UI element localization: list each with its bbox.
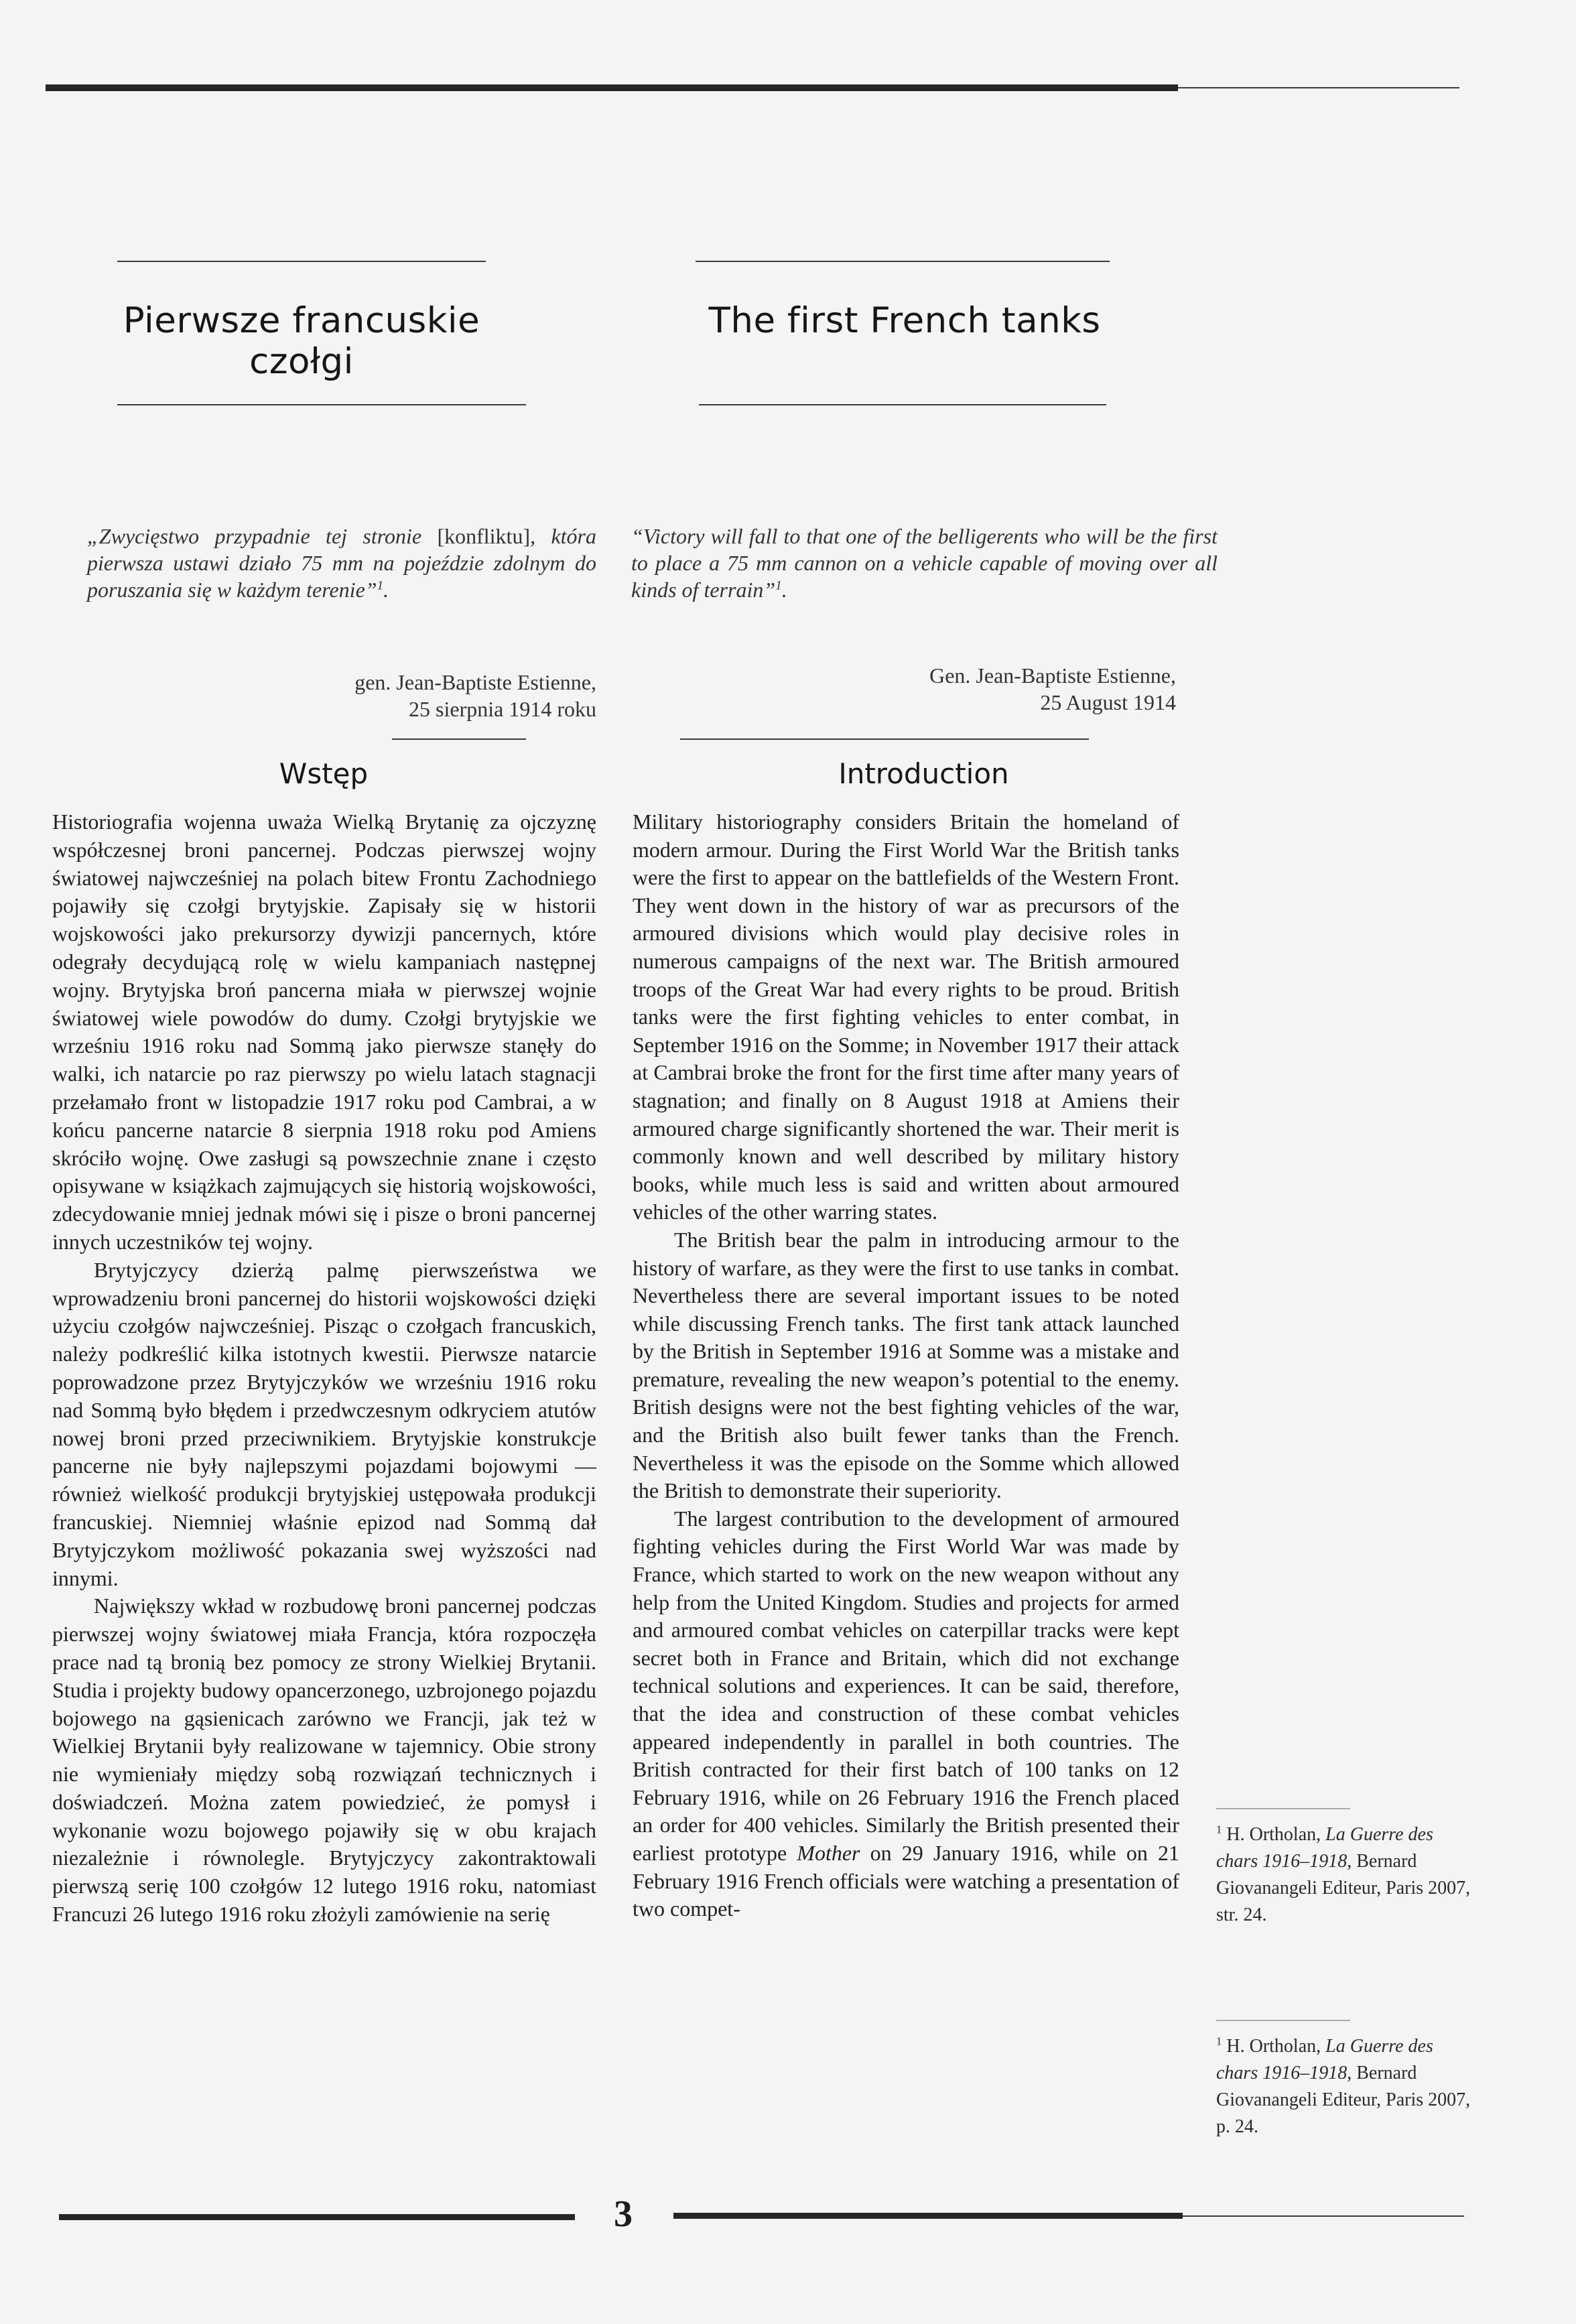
paragraph: Największy wkład w rozbudowę broni pancernej podczas pierwszej wojny światowej miała Francja, która rozpoczęła prace nad tą bronią bez pomocy ze strony Wielkiej Brytanii. Studia i projekty budowy opancerzonego, uzbrojonego pojazdu bojowego na gąsienicach zarówno we Francji, jak też w Wielkiej Brytanii były realizowane w tajemnicy. Obie strony nie wymieniały między sobą rozwiązań technicznych i doświadczeń. Można zatem powiedzieć, że pomysł i wykonanie wozu bojowego pojawiły się w obu krajach niezależnie i równolegle. Brytyjczycy zakontraktowali pierwszą serię 100 czołgów 12 lutego 1916 roku, natomiast Francuzi 26 lutego 1916 roku złożyli zamówienie na serię (52, 1594, 596, 1927)
footnote-separator (1216, 1808, 1350, 1809)
footnote-pl: $^1$ H. Ortholan, La Guerre des chars 1916–1918, Bernard Giovanangeli Editeur, Paris 2007, str. 24. (1216, 1823, 1471, 1925)
title-en-rule-bottom (699, 404, 1106, 405)
paragraph: Brytyjczycy dzierżą palmę pierwszeństwa we wprowadzeniu broni pancernej do historii wojskowości dzięki użyciu czołgów najwcześniej. Pisząc o czołgach francuskich, należy podkreślić kilka istotnych kwestii. Pierwsze natarcie poprowadzone przez Brytyjczyków we wrześniu 1916 roku nad Sommą było błędem i przedwczesnym odkryciem atutów nowej broni przed przeciwnikiem. Brytyjskie konstrukcje pancerne nie były najlepszymi pojazdami bojowymi — również wielkość produkcji brytyjskiej ustępowała produkcji francuskiej. Niemniej właśnie epizod nad Sommą dał Brytyjczykom możliwość pokazania swej wyższości nad innymi. (52, 1257, 596, 1590)
quote-en-signature: Gen. Jean-Baptiste Estienne, 25 August 1914 (929, 663, 1176, 714)
footnote-en: $^1$ H. Ortholan, La Guerre des chars 1916–1918, Bernard Giovanangeli Editeur, Paris 2007, p. 24. (1216, 2035, 1471, 2137)
footnote-ref: 1 (377, 578, 384, 593)
page-number: 3 (614, 2193, 633, 2235)
paragraph: Historiografia wojenna uważa Wielką Brytanię za ojczyznę współczesnej broni pancernej. Podczas pierwszej wojny światowej najwcześniej na polach bitew Frontu Zachodniego pojawiły się czołgi brytyjskie. Zapisały się w historii wojskowości jako prekursorzy dywizji pancernych, które odegrały decydującą rolę w wielu kampaniach następnej wojny. Brytyjska broń pancerna miała w pierwszej wojnie światowej wiele powodów do dumy. Czołgi brytyjskie we wrześniu 1916 roku nad Sommą jako pierwsze stanęły do walki, ich natarcie po raz pierwszy po wielu latach stagnacji przełamało front w listopadzie 1917 roku pod Cambrai, a w końcu pancerne natarcie 8 sierpnia 1918 roku pod Amiens skróciło wojnę. Owe zasługi są powszechnie znane i często opisywane w książkach zajmujących się historią wojskowości, zdecydowanie mniej jednak mówi się i pisze o broni pancernej innych uczestników tej wojny. (52, 810, 596, 1254)
title-pl-rule-top (117, 261, 486, 262)
title-en: The first French tanks (708, 300, 1101, 341)
title-pl-rule-bottom (117, 404, 526, 405)
quote-pl: „Zwycięstwo przypadnie tej stronie [konfliktu], która pierwsza ustawi działo 75 mm na pojeździe zdolnym do poruszania się w każdym terenie”$^1$. (87, 524, 596, 602)
section-en-rule (680, 738, 1089, 740)
quote-pl-signature: gen. Jean-Baptiste Estienne, 25 sierpnia 1914 roku (354, 670, 596, 721)
top-rule-tail (1178, 87, 1459, 88)
title-pl: Pierwsze francuskie czołgi (123, 300, 480, 382)
paragraph: Military historiography considers Britain the homeland of modern armour. During the First World War the British tanks were the first to appear on the battlefields of the Western Front. They went down in the history of war as precursors of the armoured divisions which would play decisive roles in numerous campaigns of the next war. The British armoured troops of the Great War had every rights to be proud. British tanks were the first fighting vehicles to enter combat, in September 1916 on the Somme; in November 1917 their attack at Cambrai broke the front for the first time after many years of stagnation; and finally on 8 August 1918 at Amiens their armoured charge significantly shortened the war. Their merit is commonly known and well described by military history books, while much less is said and written about armoured vehicles of the other warring states. (633, 810, 1179, 1224)
title-en-rule-top (696, 261, 1110, 262)
bottom-rule-tail (1183, 2215, 1464, 2217)
quote-en: “Victory will fall to that one of the belligerents who will be the first to place a 75 mm cannon on a vehicle capable of moving over all kinds of terrain”$^1$. (631, 524, 1218, 602)
top-rule (46, 84, 1178, 91)
section-heading-pl: Wstęp (279, 757, 369, 790)
footnote-separator (1216, 2020, 1350, 2021)
body-pl (52, 808, 596, 1929)
body-en (633, 808, 1179, 1923)
paragraph: The British bear the palm in introducing armour to the history of warfare, as they were the first to use tanks in combat. Nevertheless there are several important issues to be noted while discussing French tanks. The first tank attack launched by the British in September 1916 at Somme was a mistake and premature, revealing the new weapon’s potential to the enemy. British designs were not the best fighting vehicles of the war, and the British also built fewer tanks than the French. Nevertheless it was the episode on the Somme which allowed the British to demonstrate their superiority. (633, 1227, 1179, 1503)
section-pl-rule (392, 738, 526, 740)
footnote-ref: 1 (775, 578, 782, 593)
bottom-rule-left (59, 2214, 575, 2220)
section-heading-en: Introduction (838, 757, 1009, 790)
paragraph: The largest contribution to the development of armoured fighting vehicles during the First World War was made by France, which started to work on the new weapon without any help from the United Kingdom. Studies and projects for armed and armoured combat vehicles on caterpillar tracks were kept secret both in France and Britain, which did not exchange technical solutions and experiences. It can be said, therefore, that the idea and construction of these combat vehicles appeared independently in parallel in both countries. The British contracted for their first batch of 100 tanks on 12 February 1916, while on 26 February 1916 the French placed an order for 400 vehicles. Similarly the British presented their earliest prototype Mother on 29 January 1916, while on 21 February 1916 French officials were watching a presentation of two compet- (633, 1506, 1180, 1921)
bottom-rule-right (673, 2213, 1183, 2219)
